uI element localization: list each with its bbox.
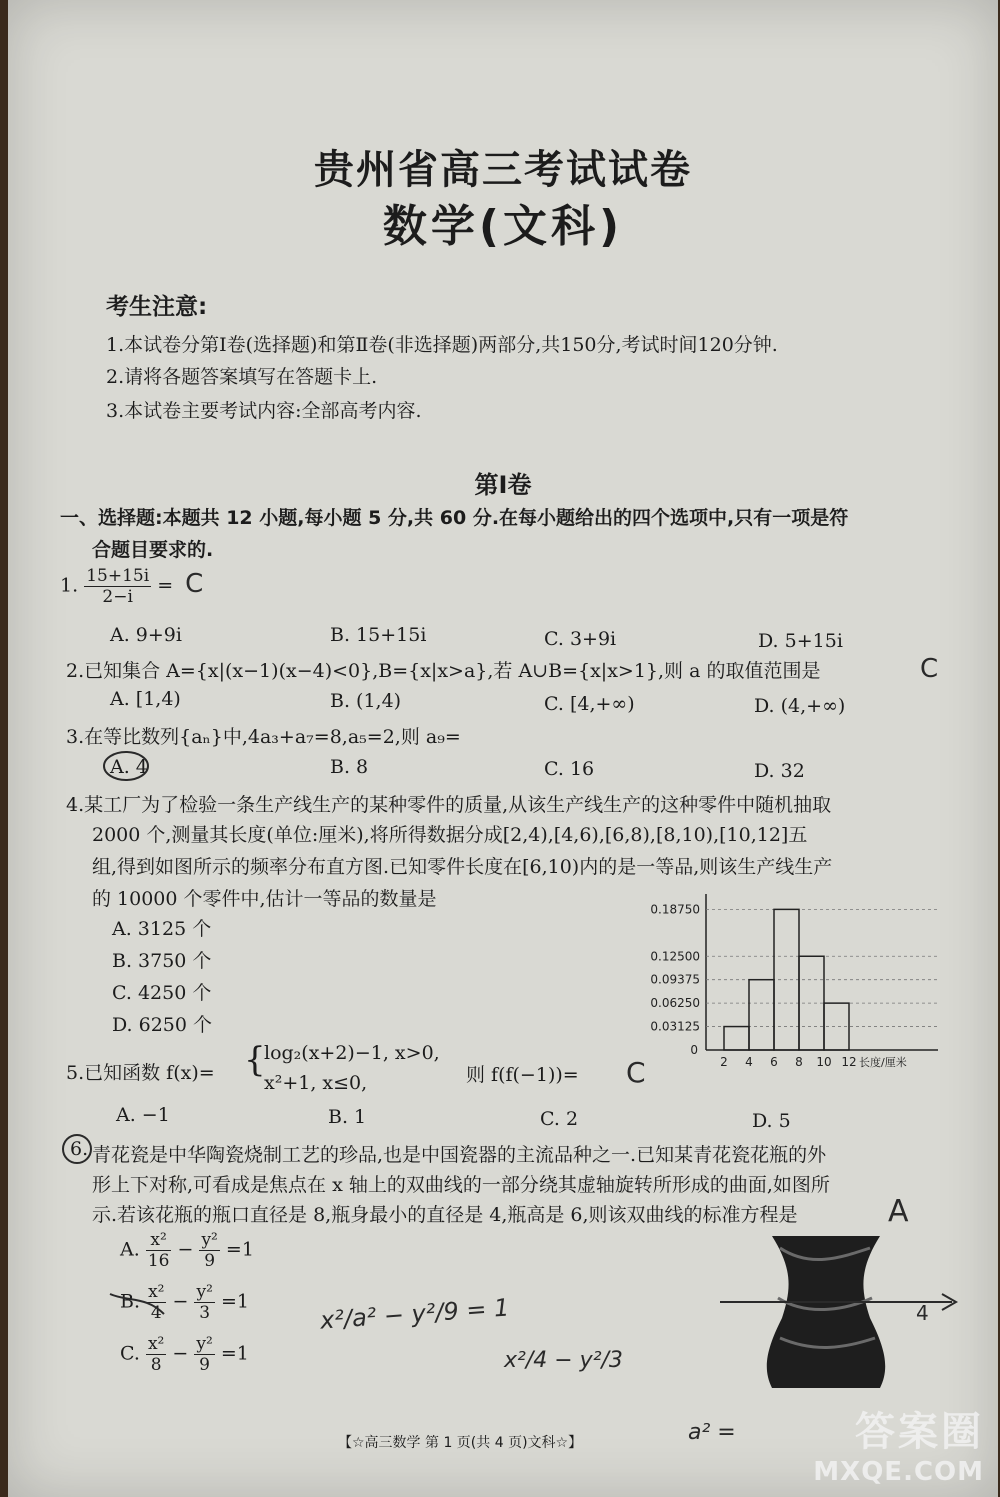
origin-label: 0 [690, 1043, 698, 1057]
x-tick-label: 12 [841, 1055, 857, 1069]
q5-answer-mark: C [626, 1056, 646, 1089]
x-tick-label: 8 [795, 1055, 803, 1069]
vase-figure [720, 1228, 970, 1398]
q3-option-b: B. 8 [330, 756, 369, 778]
q6-b-tail: =1 [220, 1290, 249, 1313]
q4-option-d: D. 6250 个 [112, 1014, 213, 1036]
vase-label: 4 [916, 1301, 929, 1325]
question-4-line-3: 组,得到如图所示的频率分布直方图.已知零件长度在[6,10)内的是一等品,则该生产线生产 [92, 856, 833, 878]
q5-option-c: C. 2 [540, 1108, 579, 1130]
y-tick-label: 0.09375 [650, 972, 700, 987]
q5-case-1: log₂(x+2)−1, x>0, [264, 1042, 440, 1064]
q6-option-a-label: A. [120, 1238, 140, 1261]
question-6-line-3: 示.若该花瓶的瓶口直径是 8,瓶身最小的直径是 4,瓶高是 6,则该双曲线的标准方程是 [92, 1204, 798, 1226]
scratch-note-3: a² = [688, 1420, 736, 1445]
notice-heading: 考生注意: [106, 294, 208, 320]
q6-option-b-label: B. [120, 1290, 141, 1313]
notice-item-3: 3.本试卷主要考试内容:全部高考内容. [106, 400, 422, 422]
question-2: 2.已知集合 A={x|(x−1)(x−4)<0},B={x|x>a},若 A∪B={x|x>1},则 a 的取值范围是 [66, 660, 821, 682]
q1-equals: = [157, 574, 174, 597]
x-tick-label: 4 [745, 1055, 753, 1069]
q6-c-den2: 9 [199, 1355, 210, 1375]
q5-brace: { [244, 1040, 266, 1080]
q1-answer-mark: C [185, 568, 204, 599]
scratch-note-1: x²/a² − y²/9 = 1 [319, 1293, 511, 1335]
q6-b-den2: 3 [199, 1303, 211, 1323]
q1-denominator: 2−i [102, 587, 133, 607]
q3-option-a: A. 4 [110, 756, 148, 778]
q1-option-c: C. 3+9i [544, 628, 617, 650]
question-6-line-2: 形上下对称,可看成是焦点在 x 轴上的双曲线的一部分绕其虚轴旋转所形成的曲面,如图所 [92, 1174, 830, 1196]
q6-a-tail: =1 [225, 1238, 254, 1261]
q4-option-a: A. 3125 个 [112, 918, 212, 940]
q5-option-b: B. 1 [328, 1106, 367, 1128]
y-tick-label: 0.03125 [650, 1019, 700, 1034]
x-tick-label: 2 [720, 1055, 728, 1069]
section-heading: 第Ⅰ卷 [474, 471, 532, 499]
y-tick-label: 0.06250 [650, 996, 700, 1011]
histogram-bar [724, 1027, 749, 1050]
q2-answer-mark: C [920, 654, 939, 684]
q6-number: 6. [70, 1138, 89, 1160]
q6-c-den1: 8 [150, 1355, 162, 1375]
frequency-histogram [628, 886, 938, 1076]
watermark-url: MXQE.COM [813, 1457, 984, 1487]
q5-prefix: 5.已知函数 f(x)= [66, 1062, 215, 1084]
q2-option-b: B. (1,4) [330, 690, 402, 712]
question-3: 3.在等比数列{aₙ}中,4a₃+a₇=8,a₅=2,则 a₉= [66, 726, 461, 748]
question-4-line-4: 的 10000 个零件中,估计一等品的数量是 [92, 888, 437, 910]
notice-item-1: 1.本试卷分第Ⅰ卷(选择题)和第Ⅱ卷(非选择题)两部分,共150分,考试时间120分钟. [106, 334, 778, 356]
y-tick-label: 0.18750 [650, 902, 700, 917]
q2-option-d: D. (4,+∞) [754, 695, 846, 717]
q5-option-d: D. 5 [752, 1110, 791, 1132]
q6-option-c-label: C. [120, 1342, 140, 1365]
question-6-line-1: 青花瓷是中华陶瓷烧制工艺的珍品,也是中国瓷器的主流品种之一.已知某青花瓷花瓶的外 [92, 1144, 827, 1166]
q6-answer-mark: A [888, 1194, 909, 1229]
q6-option-b: B. $\frac{\text{x²}}{4}$ − $\frac{\text{y²}}{3}$ =1 [120, 1282, 249, 1323]
q3-option-c: C. 16 [544, 758, 595, 780]
q2-option-c: C. [4,+∞) [544, 693, 635, 715]
q6-a-den1: 16 [147, 1251, 170, 1271]
q1-option-a: A. 9+9i [110, 624, 182, 646]
q2-option-a: A. [1,4) [110, 688, 181, 710]
question-1 [60, 566, 204, 607]
q5-case-2: x²+1, x≤0, [264, 1072, 368, 1094]
watermark-text: 答案圈 [855, 1409, 984, 1455]
page-footer: 【☆高三数学 第 1 页(共 4 页)文科☆】 [338, 1435, 583, 1451]
x-tick-label: 10 [816, 1055, 832, 1069]
part-instructions-1: 一、选择题:本题共 12 小题,每小题 5 分,共 60 分.在每小题给出的四个选项中,只有一项是符 [60, 507, 849, 529]
notice-item-2: 2.请将各题答案填写在答题卡上. [106, 366, 378, 388]
q6-a-den2: 9 [204, 1251, 216, 1271]
q3-option-d: D. 32 [754, 760, 805, 782]
scratch-note-2: x²/4 − y²/3 [504, 1348, 623, 1373]
q6-c-num2: y² [196, 1334, 213, 1354]
part-instructions-2: 合题目要求的. [92, 539, 214, 561]
q4-option-c: C. 4250 个 [112, 982, 212, 1004]
q1-numerator: 15+15i [86, 566, 150, 586]
x-axis-label: 长度/厘米 [859, 1056, 907, 1069]
q6-option-c: C. $\frac{\text{x²}}{8}$ − $\frac{\text{y²}}{9}$ =1 [120, 1334, 249, 1375]
q6-option-a: A. $\frac{\text{x²}}{16}$ − $\frac{\text{y²}}{9}$ =1 [120, 1230, 254, 1271]
q1-number: 1. [60, 574, 79, 597]
q6-c-num1: x² [147, 1334, 165, 1354]
q5-suffix: 则 f(f(−1))= [466, 1064, 579, 1086]
question-4-line-2: 2000 个,测量其长度(单位:厘米),将所得数据分成[2,4),[4,6),[6,8),[8,10),[10,12]五 [92, 824, 808, 846]
histogram-bar [749, 980, 774, 1050]
q4-option-b: B. 3750 个 [112, 950, 212, 972]
exam-subtitle: 数学(文科) [382, 201, 624, 252]
x-tick-label: 6 [770, 1055, 778, 1069]
q6-b-den1: 4 [150, 1303, 162, 1323]
exam-page [8, 0, 998, 1497]
q5-option-a: A. −1 [116, 1104, 170, 1126]
q1-option-d: D. 5+15i [758, 630, 843, 652]
q6-option-b-strike [108, 1288, 168, 1318]
q6-c-tail: =1 [220, 1342, 249, 1365]
q6-b-num2: y² [196, 1282, 213, 1302]
y-tick-label: 0.12500 [650, 949, 700, 964]
q6-a-num1: x² [146, 1230, 172, 1251]
q3-answer-circle [102, 748, 156, 784]
question-4-line-1: 4.某工厂为了检验一条生产线生产的某种零件的质量,从该生产线生产的这种零件中随机抽取 [66, 794, 832, 816]
q6-a-num2: y² [201, 1230, 218, 1250]
watermark [813, 1400, 984, 1487]
q1-fraction [84, 566, 151, 607]
q1-option-b: B. 15+15i [330, 624, 427, 646]
q6-b-num1: x² [148, 1282, 165, 1302]
exam-title: 贵州省高三考试试卷 [314, 147, 692, 193]
